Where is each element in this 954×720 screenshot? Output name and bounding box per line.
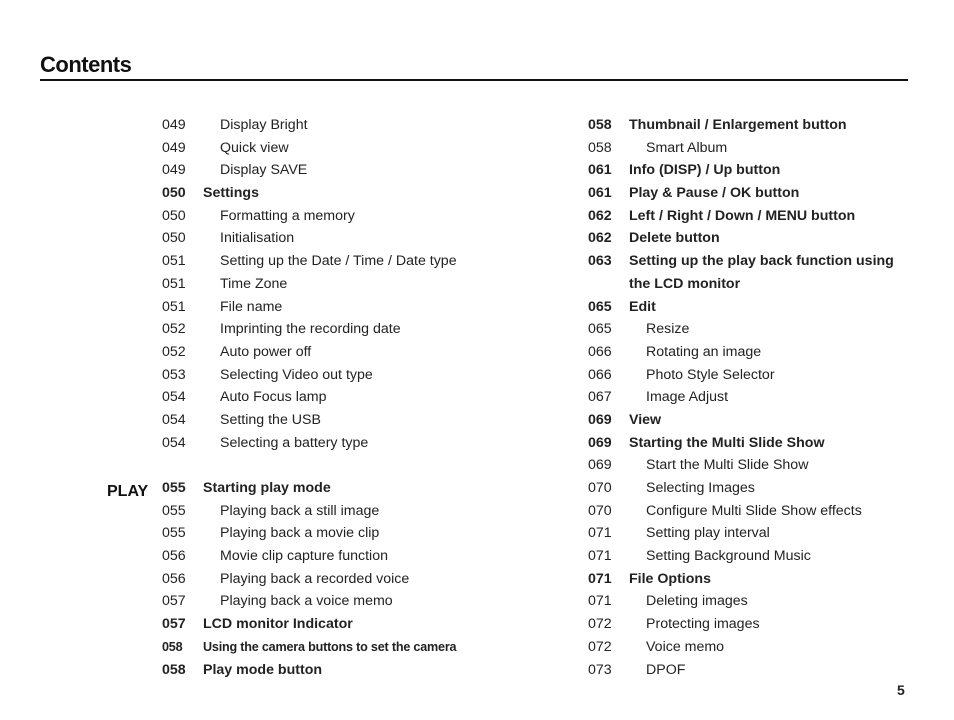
toc-entry-title: Playing back a movie clip — [220, 525, 380, 542]
toc-entry-title: Configure Multi Slide Show effects — [646, 502, 862, 519]
toc-entry[interactable] — [588, 273, 908, 296]
toc-entry-title: Time Zone — [220, 275, 288, 292]
toc-entry-title: File name — [220, 298, 283, 315]
title-divider — [40, 79, 908, 81]
toc-entry[interactable] — [162, 613, 562, 636]
toc-page-number: 071 — [588, 593, 612, 610]
toc-entry[interactable] — [588, 318, 908, 341]
toc-entry[interactable] — [162, 545, 562, 568]
toc-entry[interactable] — [162, 590, 562, 613]
toc-entry[interactable] — [588, 250, 908, 273]
toc-page-number: 065 — [588, 321, 612, 338]
toc-page-number: 071 — [588, 525, 612, 542]
toc-entry[interactable] — [162, 137, 562, 160]
toc-entry-title: Setting play interval — [646, 525, 770, 542]
toc-left-column — [162, 114, 562, 681]
toc-page-number: 051 — [162, 253, 186, 270]
toc-entry[interactable] — [588, 137, 908, 160]
toc-entry[interactable] — [162, 114, 562, 137]
toc-entry-title: Resize — [646, 321, 690, 338]
toc-page-number: 069 — [588, 434, 612, 451]
toc-page-number: 051 — [162, 298, 186, 315]
toc-page-number: 072 — [588, 638, 612, 655]
toc-entry-title: Delete button — [629, 230, 720, 247]
toc-entry-title: Smart Album — [646, 139, 728, 156]
toc-page-number: 065 — [588, 298, 612, 315]
toc-entry-title: Auto power off — [220, 343, 312, 360]
toc-entry[interactable] — [588, 205, 908, 228]
toc-entry[interactable] — [162, 522, 562, 545]
toc-entry-title: Setting Background Music — [646, 548, 811, 565]
toc-spacer — [162, 454, 562, 477]
toc-entry-title: Settings — [203, 185, 259, 202]
toc-page-number: 049 — [162, 117, 186, 133]
toc-entry[interactable] — [588, 590, 908, 613]
toc-entry-title: Using the camera buttons to set the camera — [203, 639, 457, 654]
toc-entry-title: Start the Multi Slide Show — [646, 457, 809, 474]
toc-page-number: 070 — [588, 480, 612, 496]
toc-page-number: 071 — [588, 548, 612, 565]
toc-page-number: 056 — [162, 548, 186, 565]
toc-entry[interactable] — [588, 545, 908, 568]
toc-page-number: 051 — [162, 275, 186, 292]
toc-entry[interactable] — [162, 432, 562, 455]
toc-entry-title: Selecting Video out type — [220, 366, 373, 383]
toc-entry-title: Auto Focus lamp — [220, 389, 327, 406]
toc-entry[interactable] — [162, 182, 562, 205]
toc-entry[interactable] — [588, 522, 908, 545]
toc-entry[interactable] — [588, 159, 908, 182]
toc-page-number: 054 — [162, 411, 186, 428]
toc-page-number: 061 — [588, 185, 612, 202]
toc-page-number: 062 — [588, 230, 612, 247]
toc-entry-title: Image Adjust — [646, 389, 729, 406]
toc-entry[interactable] — [162, 227, 562, 250]
toc-entry-title: Voice memo — [646, 638, 725, 655]
page-number: 5 — [897, 682, 905, 698]
toc-page-number: 073 — [588, 661, 612, 678]
toc-entry-title: Thumbnail / Enlargement button — [629, 117, 847, 133]
toc-page-number: 058 — [162, 661, 186, 678]
toc-entry-title: Display SAVE — [220, 162, 308, 179]
toc-page-number: 054 — [162, 389, 186, 406]
toc-page-number: 055 — [162, 502, 186, 519]
toc-right-column — [588, 114, 908, 681]
toc-entry-title: Playing back a still image — [220, 502, 380, 519]
toc-page-number: 061 — [588, 162, 612, 179]
toc-entry[interactable] — [162, 159, 562, 182]
toc-entry-title: Starting the Multi Slide Show — [629, 434, 825, 451]
toc-entry-title: DPOF — [646, 661, 686, 678]
toc-entry-title: Display Bright — [220, 117, 308, 133]
toc-entry-title: the LCD monitor — [629, 275, 741, 292]
toc-entry[interactable] — [162, 318, 562, 341]
toc-page-number: 050 — [162, 230, 186, 247]
toc-entry-title: Playing back a voice memo — [220, 593, 393, 610]
toc-page-number: 066 — [588, 366, 612, 383]
toc-entry-title: Initialisation — [220, 230, 295, 247]
toc-entry-title: Movie clip capture function — [220, 548, 388, 565]
toc-entry-title: View — [629, 411, 662, 428]
toc-entry-title: Left / Right / Down / MENU button — [629, 207, 856, 224]
toc-entry-title: Setting up the play back function using — [629, 253, 894, 270]
toc-page-number: 049 — [162, 139, 186, 156]
toc-entry-title: Photo Style Selector — [646, 366, 775, 383]
toc-page-number: 066 — [588, 343, 612, 360]
toc-entry[interactable] — [162, 386, 562, 409]
toc-entry[interactable] — [588, 636, 908, 659]
toc-entry[interactable] — [162, 250, 562, 273]
toc-page-number: 053 — [162, 366, 186, 383]
toc-entry[interactable] — [162, 659, 562, 682]
toc-entry-title: Deleting images — [646, 593, 748, 610]
toc-entry-title: Selecting Images — [646, 480, 755, 496]
toc-entry[interactable] — [588, 568, 908, 591]
toc-entry[interactable] — [588, 386, 908, 409]
toc-entry-title: Quick view — [220, 139, 289, 156]
section-label-play: PLAY — [107, 483, 149, 500]
toc-entry[interactable] — [162, 409, 562, 432]
toc-entry[interactable] — [162, 568, 562, 591]
toc-page-number: 056 — [162, 570, 186, 587]
toc-page-number: 052 — [162, 343, 186, 360]
toc-page-number: 072 — [588, 616, 612, 633]
toc-entry-title: File Options — [629, 570, 711, 587]
toc-entry[interactable] — [588, 500, 908, 523]
toc-entry[interactable] — [588, 613, 908, 636]
toc-page-number: 069 — [588, 457, 612, 474]
toc-entry-title: LCD monitor Indicator — [203, 616, 353, 633]
toc-page-number: 050 — [162, 207, 186, 224]
toc-entry[interactable] — [162, 205, 562, 228]
toc-entry[interactable] — [162, 296, 562, 319]
page-title: Contents — [40, 52, 132, 77]
toc-page-number: 067 — [588, 389, 612, 406]
toc-entry[interactable] — [588, 296, 908, 319]
toc-entry[interactable] — [588, 477, 908, 500]
toc-entry-title: Playing back a recorded voice — [220, 570, 410, 587]
toc-page-number: 069 — [588, 411, 612, 428]
toc-entry-title: Rotating an image — [646, 343, 762, 360]
toc-entry[interactable] — [162, 273, 562, 296]
toc-page-number: 058 — [162, 639, 183, 654]
toc-page-number: 055 — [162, 525, 186, 542]
toc-entry-title: Formatting a memory — [220, 207, 355, 224]
toc-page-number: 054 — [162, 434, 186, 451]
toc-page-number: 057 — [162, 593, 186, 610]
toc-entry-title: Protecting images — [646, 616, 760, 633]
toc-entry[interactable] — [162, 341, 562, 364]
toc-page-number: 058 — [588, 117, 612, 133]
toc-entry-title: Selecting a battery type — [220, 434, 369, 451]
toc-entry[interactable] — [588, 454, 908, 477]
toc-entry[interactable] — [588, 227, 908, 250]
toc-entry[interactable] — [588, 659, 908, 682]
toc-entry-title: Edit — [629, 298, 656, 315]
toc-entry[interactable] — [162, 477, 562, 500]
toc-entry-title: Imprinting the recording date — [220, 321, 401, 338]
toc-entry-title: Info (DISP) / Up button — [629, 162, 781, 179]
toc-entry-title: Starting play mode — [203, 480, 331, 496]
toc-entry-title: Setting up the Date / Time / Date type — [220, 253, 457, 270]
toc-entry[interactable] — [162, 500, 562, 523]
toc-page-number: 071 — [588, 570, 612, 587]
toc-entry[interactable] — [588, 364, 908, 387]
toc-page-number: 055 — [162, 480, 186, 496]
toc-entry-title: Setting the USB — [220, 411, 321, 428]
toc-page-number: 058 — [588, 139, 612, 156]
toc-entry[interactable] — [588, 182, 908, 205]
toc-page-number: 070 — [588, 502, 612, 519]
toc-entry[interactable] — [588, 341, 908, 364]
toc-page-number: 062 — [588, 207, 612, 224]
toc-entry[interactable] — [162, 636, 562, 659]
toc-page-number: 063 — [588, 253, 612, 270]
toc-entry[interactable] — [588, 114, 908, 137]
toc-entry-title: Play mode button — [203, 661, 323, 678]
toc-page-number: 050 — [162, 185, 186, 202]
toc-entry[interactable] — [162, 364, 562, 387]
toc-entry-title: Play & Pause / OK button — [629, 185, 800, 202]
toc-page-number: 052 — [162, 321, 186, 338]
toc-entry[interactable] — [588, 409, 908, 432]
toc-page-number: 049 — [162, 162, 186, 179]
toc-page-number: 057 — [162, 616, 186, 633]
toc-entry[interactable] — [588, 432, 908, 455]
